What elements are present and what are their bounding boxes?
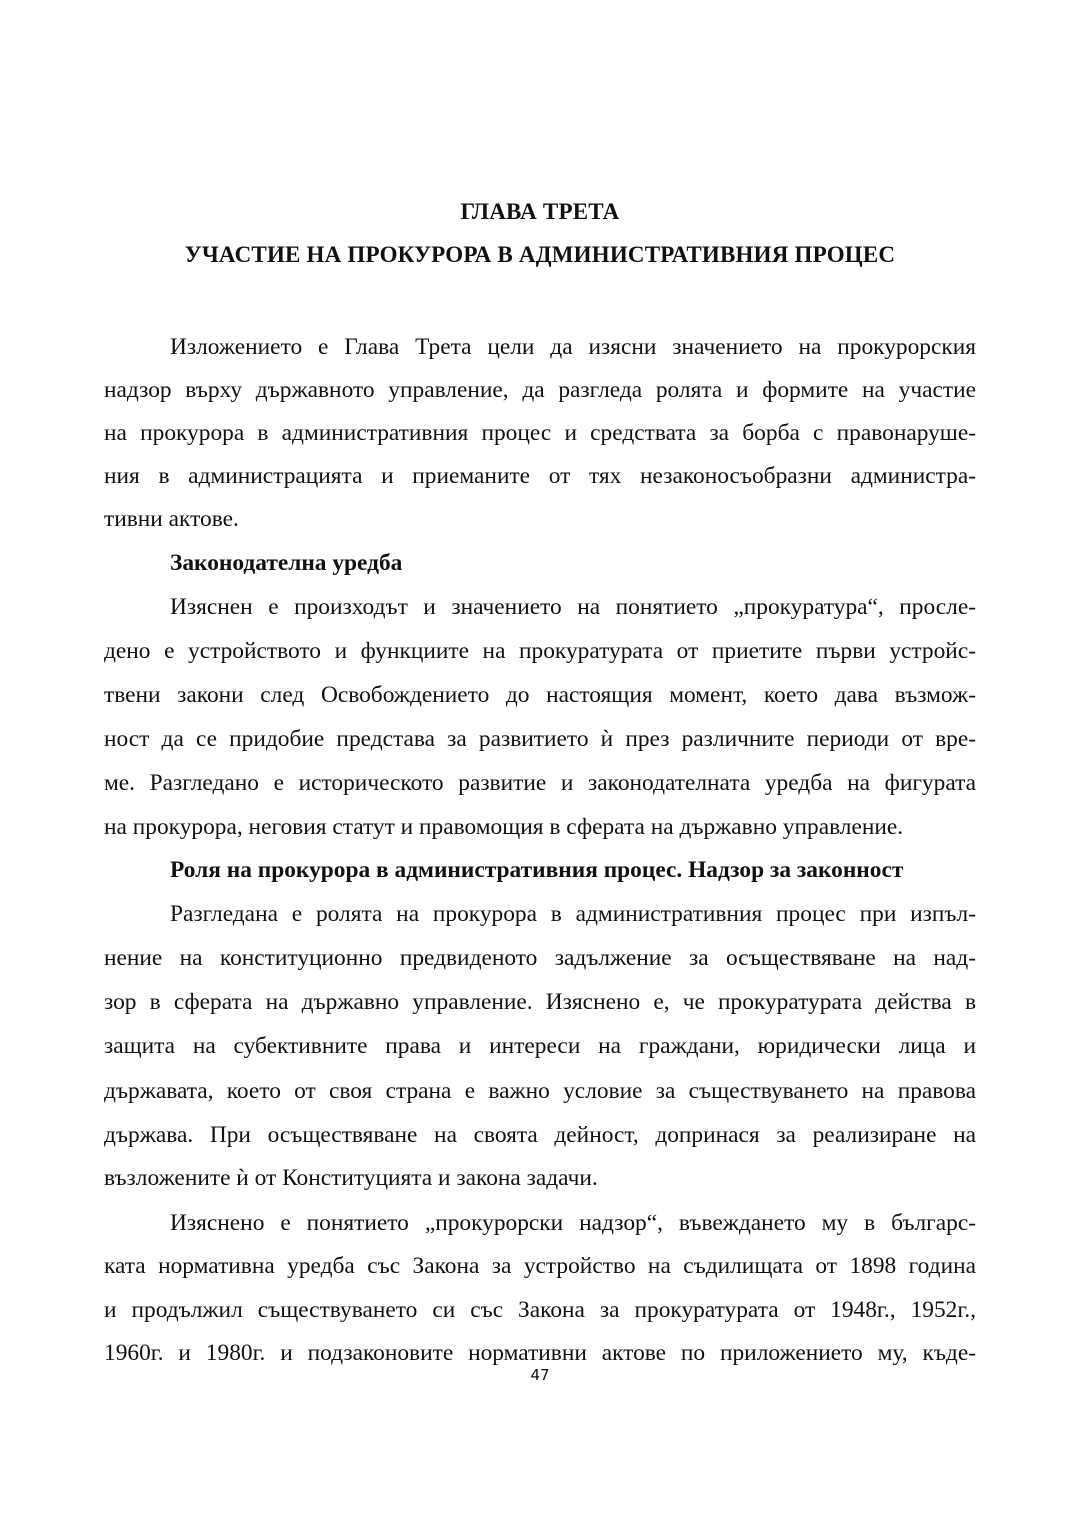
paragraph-line: зор в сферата на държавно управление. Изяснено е, че прокуратурата действа в: [104, 989, 976, 1015]
paragraph-line: дено е устройството и функциите на прокуратурата от приетите първи устройс-: [104, 638, 976, 664]
paragraph-line: защита на субективните права и интереси на граждани, юридически лица и: [104, 1033, 976, 1059]
paragraph-line: и продължил съществуването си със Закона за прокуратурата от 1948г., 1952г.,: [104, 1297, 976, 1323]
paragraph-line: ния в администрацията и приеманите от тях незаконосъобразни администра-: [104, 463, 976, 489]
paragraph-line: надзор върху държавното управление, да разгледа ролята и формите на участие: [104, 377, 976, 403]
chapter-number-heading: ГЛАВА ТРЕТА: [460, 199, 620, 224]
paragraph-line: Изяснен е произходът и значението на понятието „прокуратура“, просле-: [170, 594, 976, 620]
paragraph-line: тивни актове.: [104, 506, 239, 532]
paragraph-line: нение на конституционно предвиденото задължение за осъществяване на над-: [104, 945, 976, 971]
paragraph-line: държавата, което от своя страна е важно условие за съществуването на правова: [104, 1078, 976, 1104]
section-heading-role: Роля на прокурора в административния процес. Надзор за законност: [170, 857, 904, 883]
paragraph-line: на прокурора в административния процес и средствата за борба с правонаруше-: [104, 420, 976, 446]
paragraph-line: на прокурора, неговия статут и правомощия в сферата на държавно управление.: [104, 814, 904, 840]
section-heading-legislation: Законодателна уредба: [170, 550, 403, 576]
paragraph-line: ката нормативна уредба със Закона за устройство на съдилищата от 1898 година: [104, 1253, 976, 1279]
paragraph-line: държава. При осъществяване на своята дейност, допринася за реализиране на: [104, 1122, 976, 1148]
paragraph-line: 1960г. и 1980г. и подзаконовите нормативни актове по приложението му, къде-: [104, 1340, 976, 1366]
paragraph-line: Разгледана е ролята на прокурора в административния процес при изпъл-: [170, 901, 976, 927]
chapter-title-heading: УЧАСТИЕ НА ПРОКУРОРА В АДМИНИСТРАТИВНИЯ ПРОЦЕС: [184, 242, 896, 267]
paragraph-line: ме. Разгледано е историческото развитие и законодателната уредба на фигурата: [104, 770, 976, 796]
paragraph-line: Изяснено е понятието „прокурорски надзор“, въвеждането му в българс-: [170, 1210, 976, 1236]
paragraph-line: ност да се придобие представа за развитието ѝ през различните периоди от вре-: [104, 726, 976, 752]
page-number: 47: [530, 1366, 550, 1384]
paragraph-line: твени закони след Освобождението до настоящия момент, което дава възмож-: [104, 682, 976, 708]
paragraph-line: възложените ѝ от Конституцията и закона задачи.: [104, 1165, 598, 1191]
paragraph-line: Изложението е Глава Трета цели да изясни значението на прокурорския: [170, 334, 976, 360]
